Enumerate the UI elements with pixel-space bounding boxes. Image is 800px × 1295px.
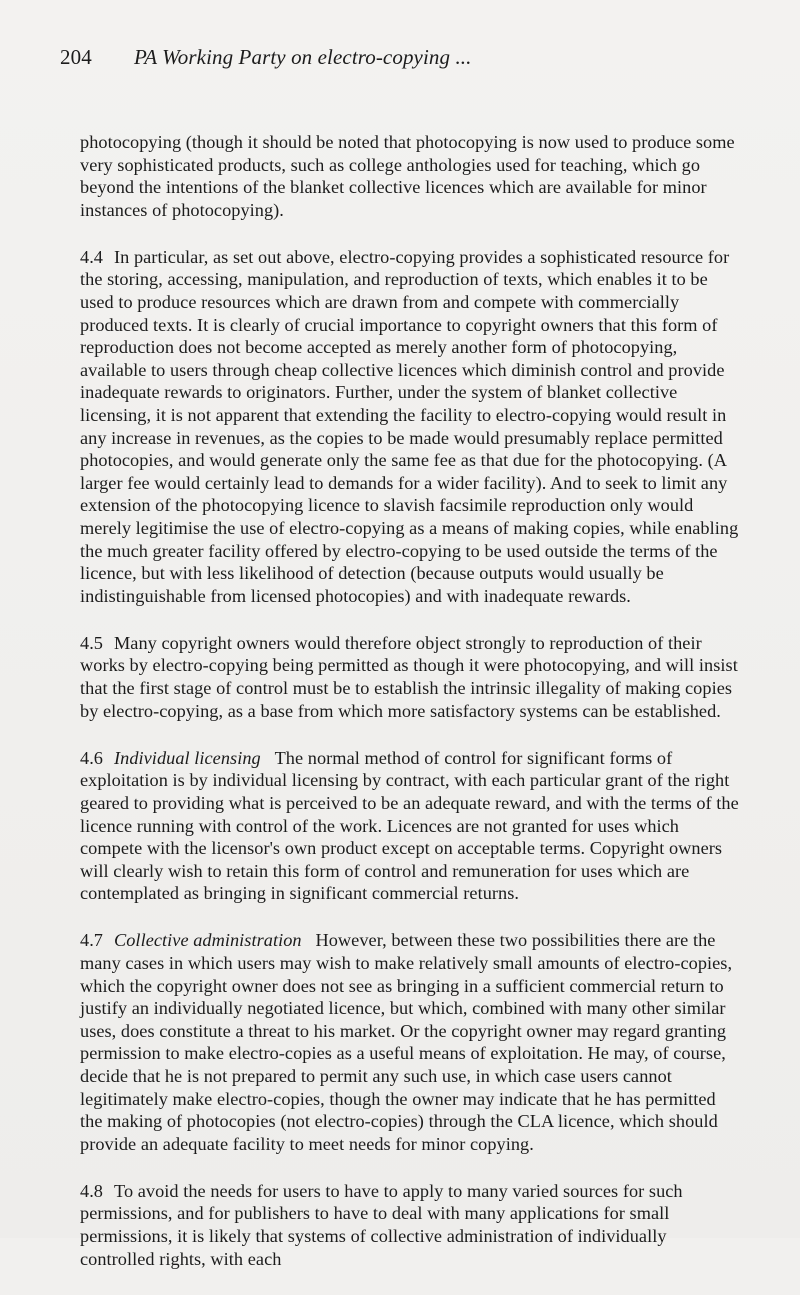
paragraph-4-8: [80, 1180, 740, 1270]
paragraph-heading: Individual licensing: [114, 747, 261, 768]
paragraph-number: 4.6: [80, 747, 104, 768]
body-text: [80, 131, 740, 1295]
paragraph-text: However, between these two possibilities there are the many cases in which users may wish to make relatively small amounts of electro-copies, which the copyright owner does not see as bringing in a sufficient commercial return to justify an individually negotiated licence, but which, combined with many other similar uses, does constitute a threat to his market. Or the copyright owner may regard granting permission to make electro-copies as a useful means of exploitation. He may, of course, decide that he is not prepared to permit any such use, in which case users cannot legitimately make electro-copies, though the owner may indicate that he has permitted the making of photocopies (not electro-copies) through the CLA licence, which should provide an adequate facility to meet needs for minor copying.: [80, 930, 733, 1154]
paragraph-text: The normal method of control for significant forms of exploitation is by individual licensing by contract, with each particular grant of the right geared to providing what is perceived to be an adequate reward, and with the terms of the licence running with control of the work. Licences are not granted for uses which compete with the licensor's own product except on acceptable terms. Copyright owners will clearly wish to retain this form of control and remuneration for uses which are contemplated as bringing in significant commercial returns.: [80, 747, 739, 904]
paragraph-4-7: [80, 929, 740, 1155]
paragraph-4-5: [80, 632, 740, 722]
page-number: 204: [60, 45, 92, 69]
paragraph-4-6: [80, 747, 740, 905]
paragraph-number: 4.8: [80, 1180, 104, 1201]
running-header: [60, 45, 472, 70]
paragraph-text: Many copyright owners would therefore object strongly to reproduction of their works by electro-copying being permitted as though it were photocopying, and will insist that the first stage of control must be to establish the intrinsic illegality of making copies by electro-copying, as a base from which more satisfactory systems can be established.: [80, 632, 738, 721]
paragraph-text: To avoid the needs for users to have to apply to many varied sources for such permissions, and for publishers to have to deal with many applications for small permissions, it is likely that systems of collective administration of individually controlled rights, with each: [80, 1180, 683, 1269]
paragraph-text: photocopying (though it should be noted that photocopying is now used to produce some very sophisticated products, such as college anthologies used for teaching, which go beyond the intentions of the blanket collective licences which are available for minor instances of photocopying).: [80, 132, 735, 220]
paragraph-text: In particular, as set out above, electro-copying provides a sophisticated resource for the storing, accessing, manipulation, and reproduction of texts, which enables it to be used to produce resources which are drawn from and compete with commercially produced texts. It is clearly of crucial importance to copyright owners that this form of reproduction does not become accepted as merely another form of photocopying, available to users through cheap collective licences which diminish control and provide inadequate rewards to originators. Further, under the system of blanket collective licensing, it is not apparent that extending the facility to electro-copying would result in any increase in revenues, as the copies to be made would presumably replace permitted photocopies, and would generate only the same fee as that due for the photocopying. (A larger fee would certainly lead to demands for a wider facility). And to seek to limit any extension of the photocopying licence to slavish facsimile reproduction only would merely legitimise the use of electro-copying as a means of making copies, while enabling the much greater facility offered by electro-copying to be used outside the terms of the licence, but with less likelihood of detection (because outputs would usually be indistinguishable from licensed photocopies) and with inadequate rewards.: [80, 246, 739, 606]
paragraph-4-4: [80, 246, 740, 608]
paragraph-number: 4.7: [80, 930, 104, 951]
running-title: PA Working Party on electro-copying ...: [134, 45, 472, 69]
paragraph-number: 4.5: [80, 632, 104, 653]
paragraph-heading: Collective administration: [114, 930, 302, 951]
paragraph-number: 4.4: [80, 246, 104, 267]
paragraph-continuation: [80, 131, 740, 221]
